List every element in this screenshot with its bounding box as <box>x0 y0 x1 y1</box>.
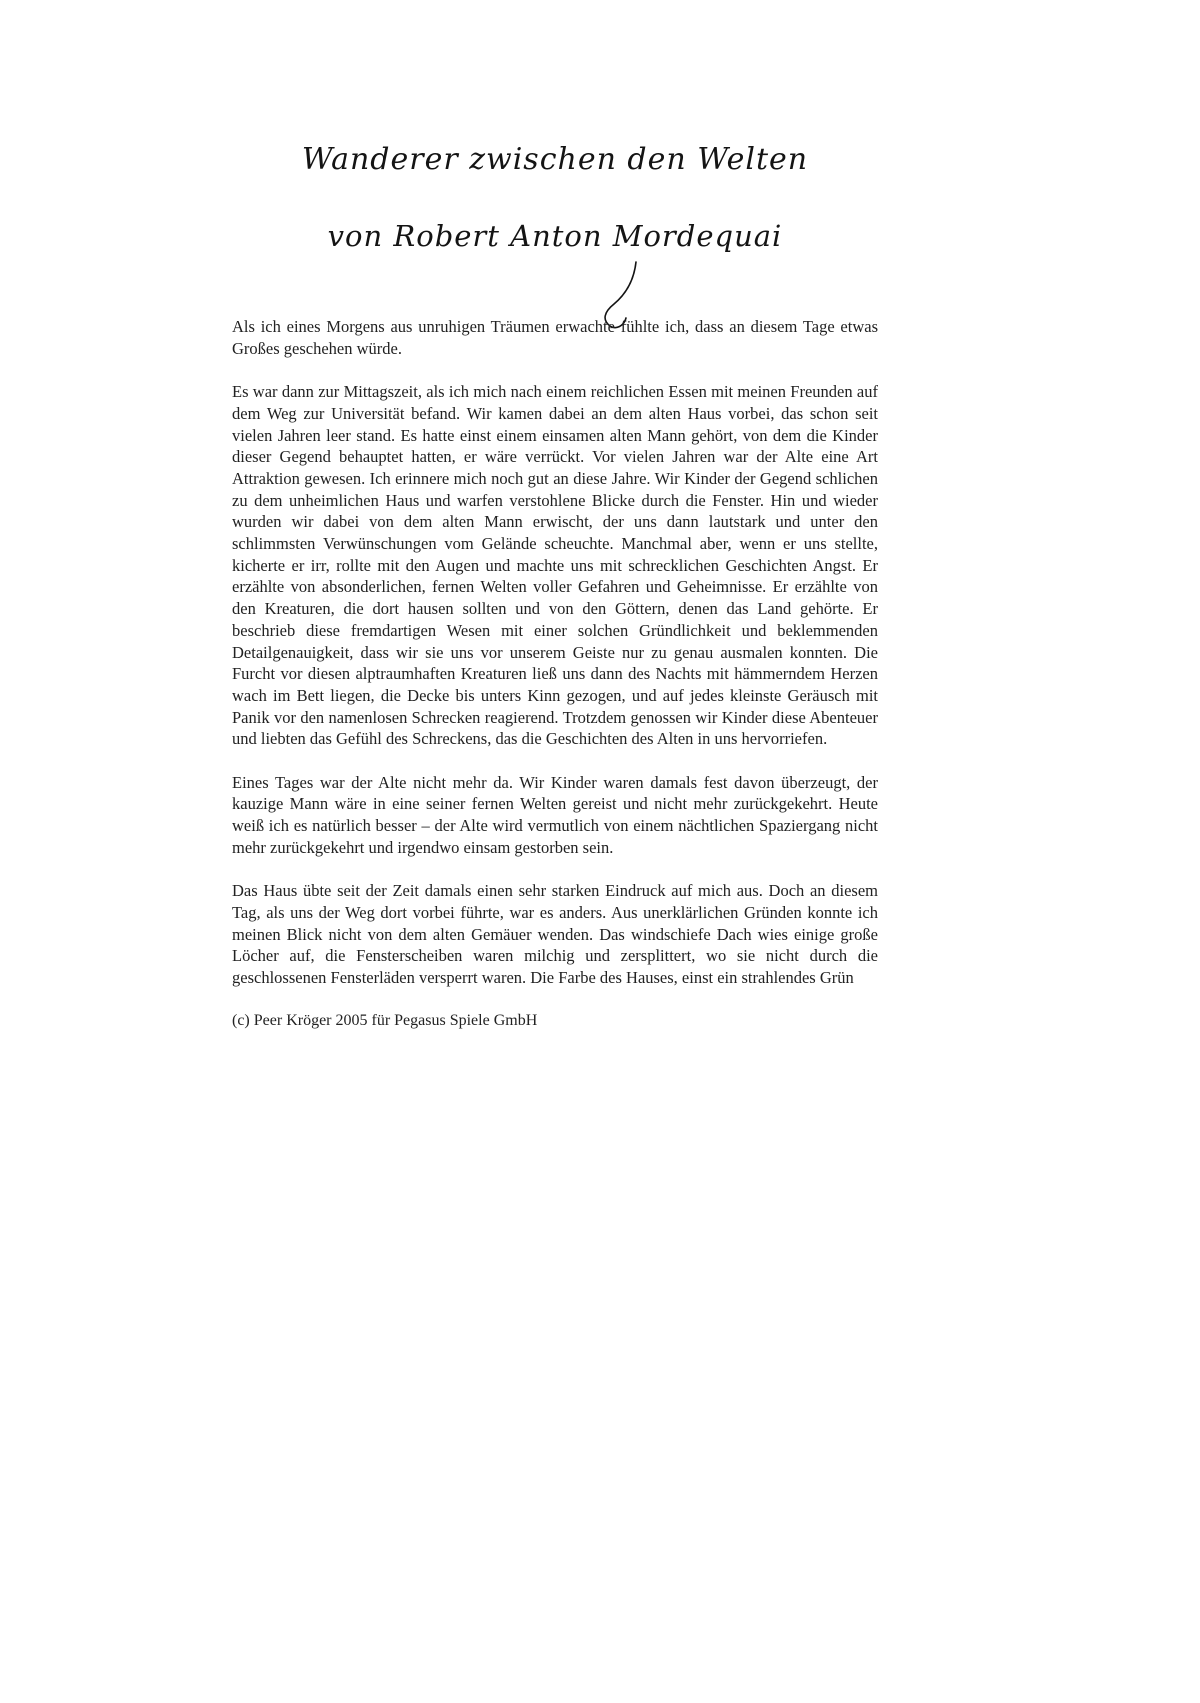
paragraph: Als ich eines Morgens aus unruhigen Träumen erwachte fühlte ich, dass an diesem Tage etwas Großes geschehen würde. <box>232 317 878 358</box>
paragraph: Eines Tages war der Alte nicht mehr da. Wir Kinder waren damals fest davon überzeugt, der kauzige Mann wäre in eine seiner fernen Welten gereist und nicht mehr zurückgekehrt. Heute weiß ich es natürlich besser – der Alte wird vermutlich von einem nächtlichen Spaziergang nicht mehr zurückgekehrt und irgendwo einsam gestorben sein. <box>232 772 878 857</box>
copyright-line: (c) Peer Kröger 2005 für Pegasus Spiele GmbH <box>232 1012 538 1030</box>
paragraph: Es war dann zur Mittagszeit, als ich mich nach einem reichlichen Essen mit meinen Freunden auf dem Weg zur Universität befand. Wir kamen dabei an dem alten Haus vorbei, das schon seit vielen Jahren leer stand. Es hatte einst einem einsamen alten Mann gehört, von dem die Kinder dieser Gegend behauptet hatten, er wäre verrückt. Vor vielen Jahren war der Alte eine Art Attraktion gewesen. Ich erinnere mich noch gut an diese Jahre. Wir Kinder der Gegend schlichen zu dem unheimlichen Haus und warfen verstohlene Blicke durch die Fenster. Hin und wieder wurden wir dabei von dem alten Mann erwischt, der uns dann lautstark und unter den schlimmsten Verwünschungen vom Gelände scheuchte. Manchmal aber, wenn er uns stellte, kicherte er irr, rollte mit den Augen und machte uns mit schrecklichen Geschichten Angst. Er erzählte von absonderlichen, fernen Welten voller Gefahren und Geheimnisse. Er erzählte von den Kreaturen, die dort hausen sollten und von den Göttern, denen das Land gehörte. Er beschrieb diese fremdartigen Wesen mit einer solchen Gründlichkeit und beklemmenden Detailgenauigkeit, dass wir sie uns vor unserem Geiste nur zu genau ausmalen konnten. Die Furcht vor diesen alptraumhaften Kreaturen ließ uns dann des Nachts mit hämmerndem Herzen wach im Bett liegen, die Decke bis unters Kinn gezogen, und auf jedes kleinste Geräusch mit Panik vor den namenlosen Schrecken reagierend. Trotzdem genossen wir Kinder diese Abenteuer und liebten das Gefühl des Schreckens, das die Geschichten des Alten in uns hervorriefen. <box>232 382 878 749</box>
paragraph: Das Haus übte seit der Zeit damals einen sehr starken Eindruck auf mich aus. Doch an diesem Tag, als uns der Weg dort vorbei führte, war es anders. Aus unerklärlichen Gründen konnte ich meinen Blick nicht von dem alten Gemäuer wenden. Das windschiefe Dach wies einige große Löcher auf, die Fensterscheiben waren milchig und zersplittert, wo sie nicht durch die geschlossenen Fensterläden versperrt waren. Die Farbe des Hauses, einst ein strahlendes Grün <box>232 881 878 988</box>
document-byline: von Robert Anton Mordequai <box>327 219 783 253</box>
document-body <box>232 316 878 1054</box>
document-title: Wanderer zwischen den Welten <box>301 142 809 177</box>
title-block <box>232 142 878 253</box>
